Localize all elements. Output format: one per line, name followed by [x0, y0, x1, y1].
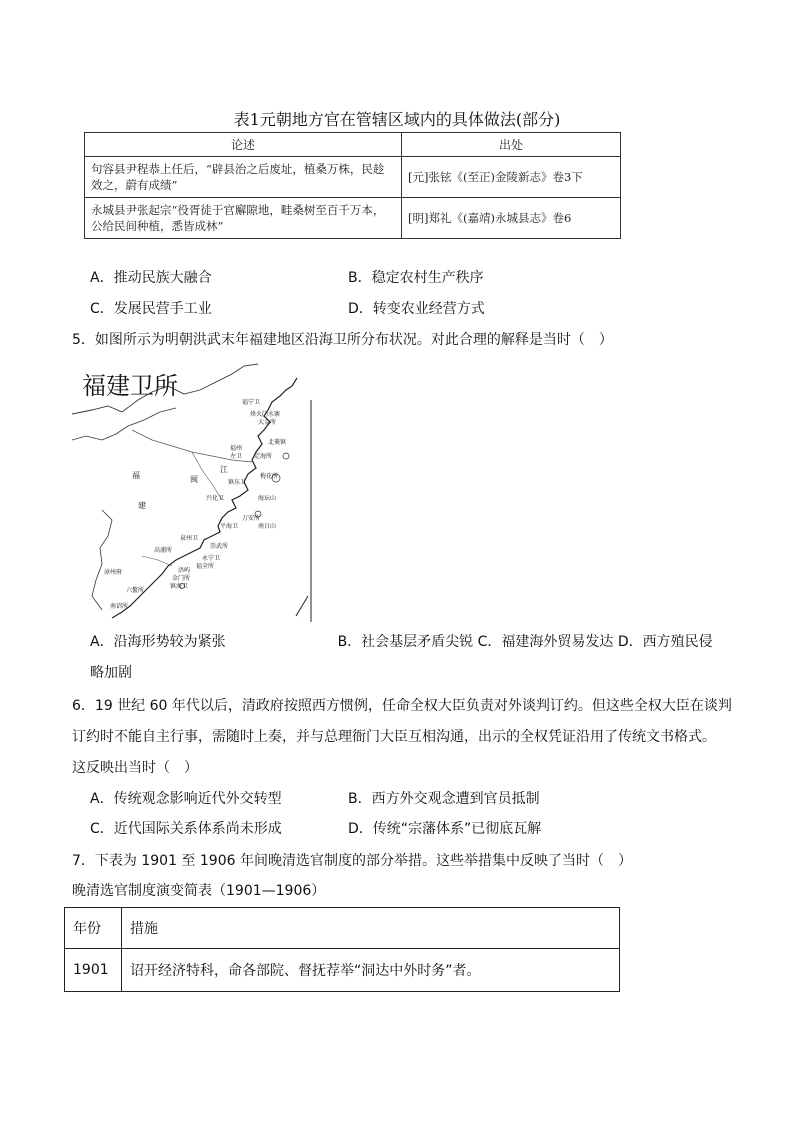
q6-option-c: C．近代国际关系体系尚未形成	[90, 821, 282, 837]
table-cell-source: [元]张铉《(至正)金陵新志》卷3下	[402, 157, 621, 198]
q7-table-title: 晚清选官制度演变简表（1901—1906）	[72, 883, 326, 899]
table-header-row	[85, 133, 621, 157]
map-label: 漳州府	[104, 569, 123, 576]
table-cell-text: 句容县尹程恭上任后，“辟县治之后废址，植桑万株，民趁效之，蔚有成绩”	[85, 157, 402, 198]
q6-option-d: D．传统“宗藩体系”已彻底瓦解	[348, 821, 542, 837]
map-mark	[296, 596, 308, 616]
map-label: 烽火门水寨	[250, 411, 281, 418]
map-label: 崇武所	[210, 543, 229, 550]
table-cell-measure: 诏开经济特科，命各部院、督抚荐举“洞达中外时务”者。	[122, 949, 620, 992]
map-label: 海坛山	[258, 495, 277, 502]
island	[283, 453, 289, 459]
table-row	[85, 157, 621, 198]
q6-option-a: A．传统观念影响近代外交转型	[90, 791, 282, 807]
q4-option-a: A．推动民族大融合	[90, 270, 212, 286]
table2	[64, 907, 620, 992]
table-cell-text: 永城县尹张起宗“役胥徒于官廨隙地，畦桑树至百千万本，公给民间种植，悉皆成林”	[85, 198, 402, 239]
q5-stem: 5．如图所示为明朝洪武末年福建地区沿海卫所分布状况。对此合理的解释是当时（ ）	[72, 332, 613, 348]
map-label: 兴化卫	[206, 495, 225, 502]
map-label: 六鳌所	[126, 587, 145, 594]
map-label: 镇海卫	[170, 583, 189, 590]
q4-option-d: D．转变农业经营方式	[348, 301, 485, 317]
q7-stem: 7．下表为 1901 至 1906 年间晚清选官制度的部分举措。这些举措集中反映了当时（ ）	[72, 853, 632, 869]
map-label: 左卫	[230, 453, 243, 460]
map-label: 金门所	[172, 575, 191, 582]
q6-option-b: B．西方外交观念遭到官员抵制	[348, 791, 540, 807]
q4-option-c: C．发展民营手工业	[90, 301, 212, 317]
river	[142, 556, 172, 566]
map-label: 永宁卫	[202, 555, 221, 562]
table1-title: 表1元朝地方官在管辖区域内的具体做法(部分)	[233, 110, 561, 129]
region-label: 建	[138, 501, 146, 510]
table-header-cell: 论述	[85, 133, 402, 157]
map-label: 平海卫	[220, 523, 239, 530]
q5-options: A．沿海形势较为紧张 B．社会基层矛盾尖锐 C．福建海外贸易发达 D．西方殖民侵	[90, 634, 713, 650]
q5-options-cont: 略加剧	[90, 665, 132, 681]
region-label: 闽	[190, 475, 198, 484]
border-line	[92, 510, 112, 610]
map-label: 大金所	[258, 419, 277, 426]
table-cell-source: [明]郑礼《(嘉靖)永城县志》卷6	[402, 198, 621, 239]
map-label: 高浦所	[154, 547, 173, 554]
table-header-cell: 出处	[402, 133, 621, 157]
table-cell-year: 1901	[65, 949, 122, 992]
map-label: 梅花所	[260, 473, 279, 480]
map-label: 南诏所	[110, 603, 129, 610]
map-label: 南日山	[258, 523, 277, 530]
table-header-cell: 措施	[122, 908, 620, 949]
map-label: 福全所	[196, 563, 215, 570]
table1	[84, 132, 621, 239]
region-label: 江	[220, 465, 228, 474]
table-header-cell: 年份	[65, 908, 122, 949]
map-label: 浯屿	[178, 567, 191, 574]
table-row	[85, 198, 621, 239]
map-title: 福建卫所	[82, 372, 178, 400]
q6-line2: 订约时不能自主行事，需随时上奏，并与总理衙门大臣互相沟通，出示的全权凭证沿用了传统文书格式。	[72, 729, 716, 745]
table-header-row	[65, 908, 620, 949]
q6-line1: 6．19 世纪 60 年代以后，清政府按照西方惯例，任命全权大臣负责对外谈判订约。但这些全权大臣在谈判	[72, 698, 732, 714]
map-label: 福宁卫	[242, 399, 261, 406]
region-label: 福	[132, 471, 140, 480]
map-label: 泉州卫	[180, 535, 199, 542]
q6-line3: 这反映出当时（ ）	[72, 760, 198, 776]
border-line	[72, 408, 176, 440]
fujian-map	[72, 360, 312, 622]
map-label: 万安所	[242, 515, 261, 522]
map-label: 定海所	[254, 453, 273, 460]
q4-option-b: B．稳定农村生产秩序	[348, 270, 484, 286]
table-row	[65, 949, 620, 992]
map-label: 镇东卫	[228, 479, 247, 486]
map-label: 福州	[230, 445, 243, 452]
map-label: 北菱镇	[268, 439, 287, 446]
